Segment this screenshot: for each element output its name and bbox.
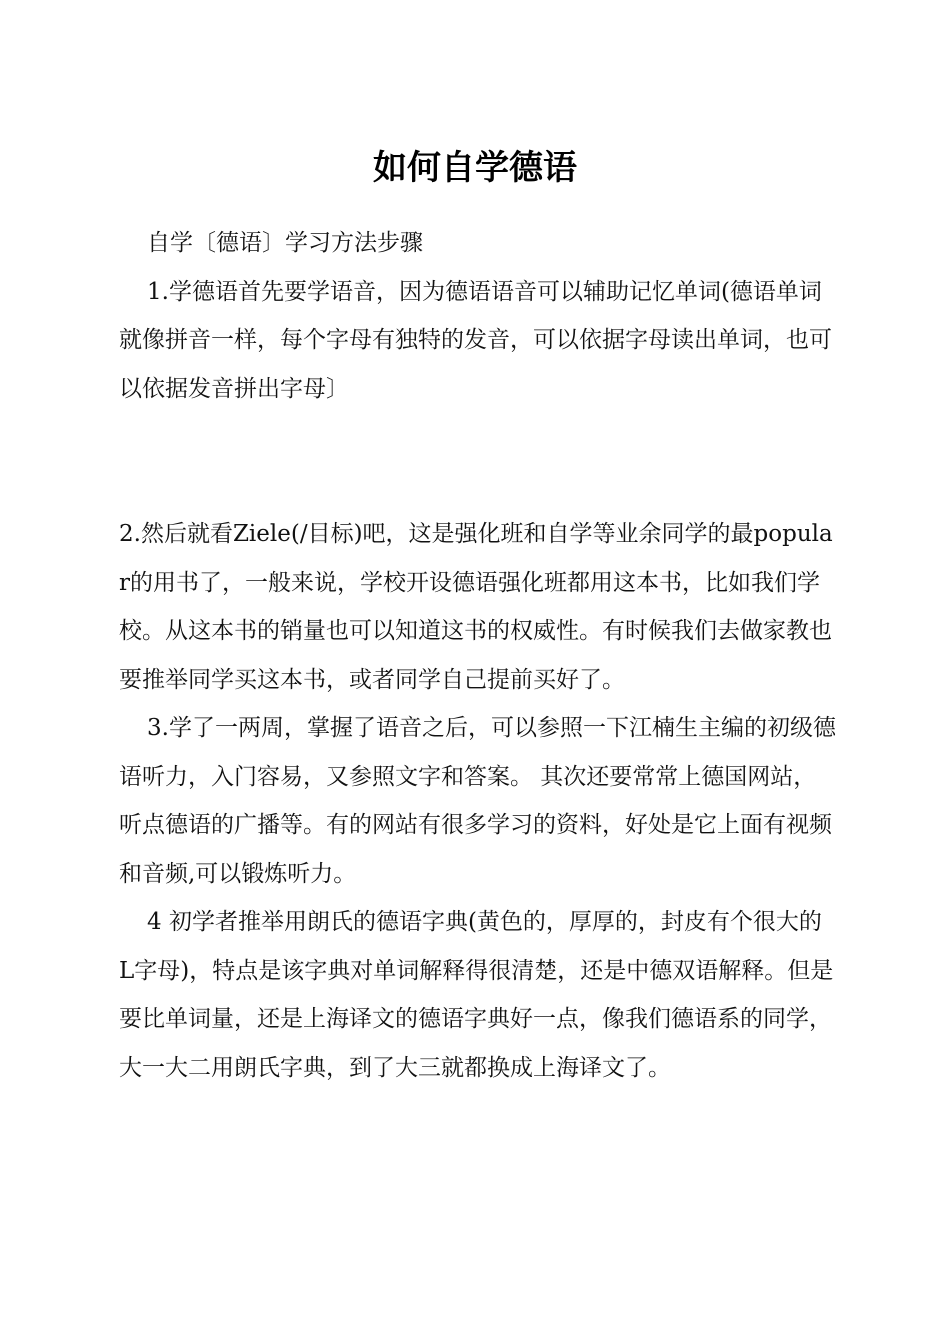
paragraph-step-3: 3.学了一两周，掌握了语音之后，可以参照一下江楠生主编的初级德语听力，入门容易，又参照文字和答案。 其次还要常常上德国网站，听点德语的广播等。有的网站有很多学习的资料，好处是它上面有视频和音频,可以锻炼听力。 — [119, 715, 836, 887]
paragraph-step-4: 4 初学者推举用朗氏的德语字典(黄色的，厚厚的，封皮有个很大的L字母)，特点是该字典对单词解释得很清楚，还是中德双语解释。但是要比单词量，还是上海译文的德语字典好一点，像我们德语系的同学，大一大二用朗氏字典，到了大三就都换成上海译文了。 — [119, 909, 834, 1081]
paragraph-gap — [119, 413, 837, 510]
paragraph-step-1: 1.学德语首先要学语音，因为德语语音可以辅助记忆单词(德语单词就像拼音一样，每个字母有独特的发音，可以依据字母读出单词，也可以依据发音拼出字母〕 — [119, 278, 832, 402]
paragraph-intro: 自学〔德语〕学习方法步骤 — [147, 230, 423, 256]
paragraph-step-2: 2.然后就看Ziele(/目标)吧，这是强化班和自学等业余同学的最popular的用书了，一般来说，学校开设德语强化班都用这本书，比如我们学校。从这本书的销量也可以知道这书的权威性。有时候我们去做家教也要推举同学买这本书，或者同学自己提前买好了。 — [119, 521, 833, 693]
document-title: 如何自学德语 — [373, 148, 577, 188]
document-body — [119, 219, 837, 1092]
